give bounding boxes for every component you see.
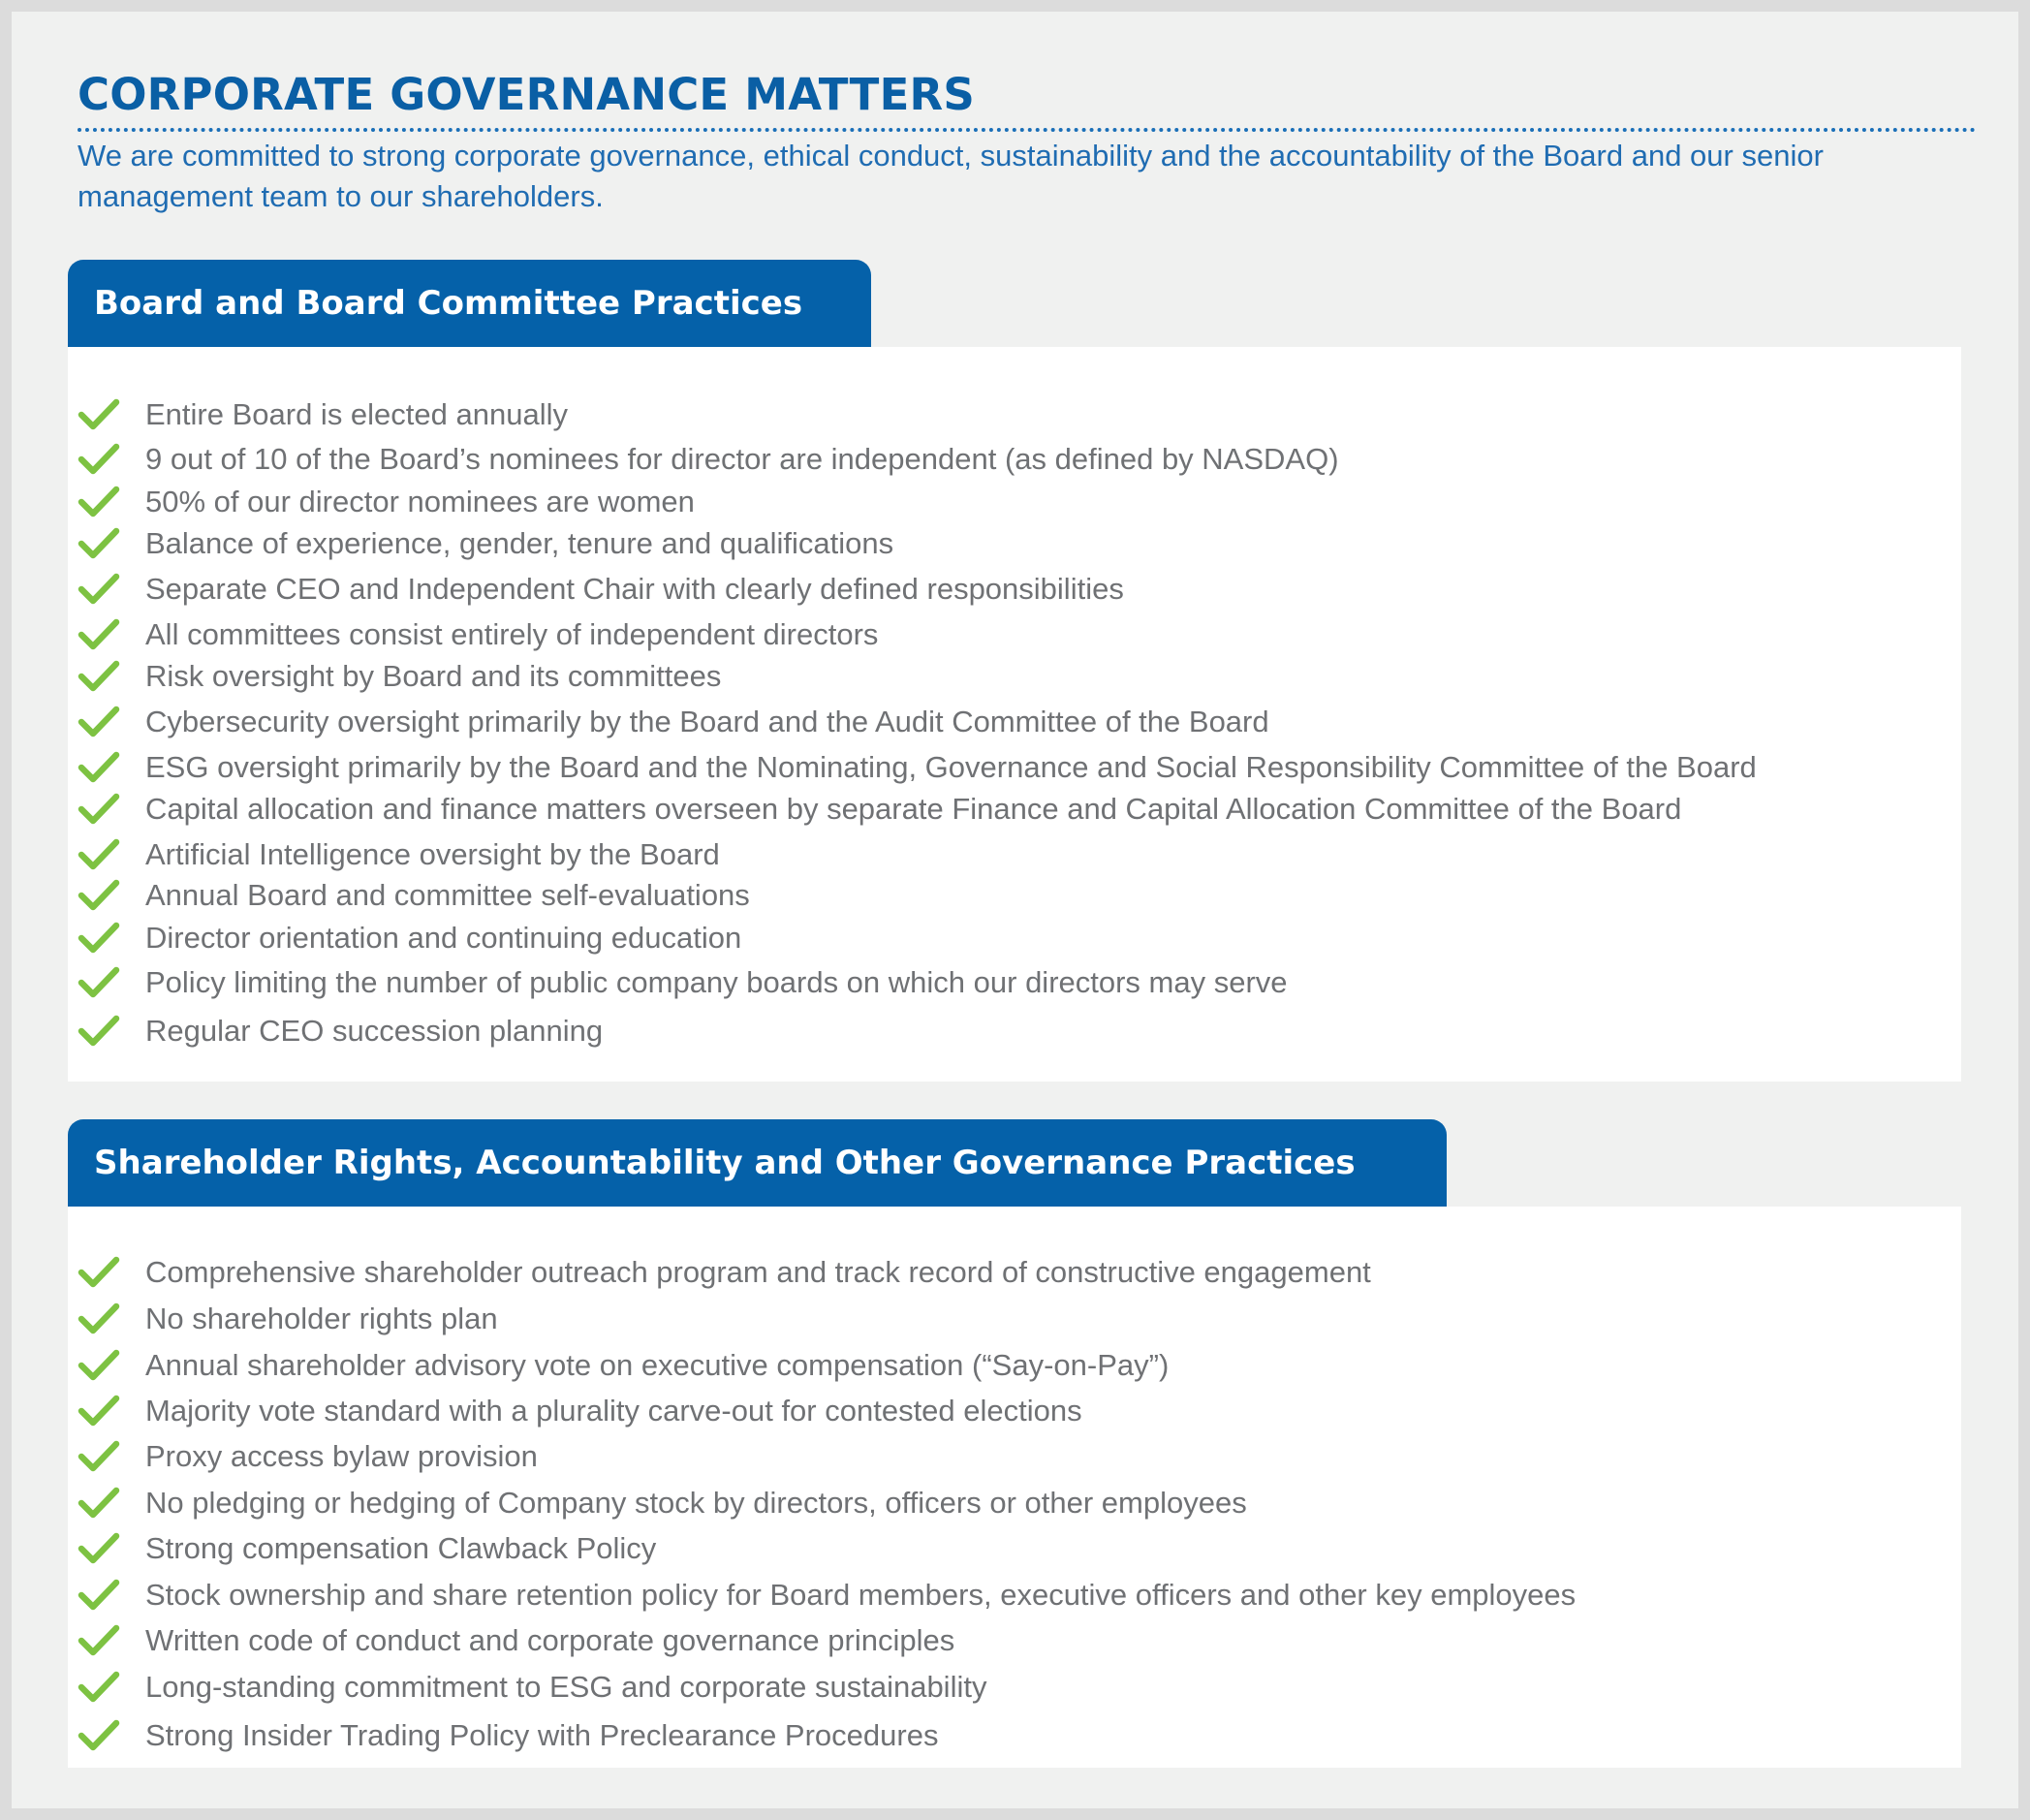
check-icon — [78, 659, 120, 694]
check-icon — [78, 878, 120, 913]
list-item-text: Risk oversight by Board and its committees — [145, 659, 722, 693]
check-icon — [78, 1302, 120, 1336]
list-item-text: Regular CEO succession planning — [145, 1014, 604, 1048]
list-item-text: All committees consist entirely of independent directors — [145, 617, 879, 651]
list-item-text: Comprehensive shareholder outreach program and track record of constructive engagement — [145, 1255, 1371, 1289]
list-item-text: Entire Board is elected annually — [145, 397, 568, 431]
check-icon — [78, 1486, 120, 1521]
check-icon — [78, 1394, 120, 1428]
list-item-text: Policy limiting the number of public company boards on which our directors may serve — [145, 965, 1288, 999]
check-icon — [78, 1718, 120, 1753]
list-item-text: ESG oversight primarily by the Board and the Nominating, Governance and Social Responsibility Committee of the Board — [145, 750, 1757, 784]
list-item-text: Strong Insider Trading Policy with Preclearance Procedures — [145, 1718, 939, 1752]
list-item-text: Cybersecurity oversight primarily by the Board and the Audit Committee of the Board — [145, 705, 1269, 738]
check-icon — [78, 1531, 120, 1566]
check-icon — [78, 750, 120, 785]
check-icon — [78, 1348, 120, 1383]
intro-text: We are committed to strong corporate governance, ethical conduct, sustainability and the accountability of the Board and our senior management team to our shareholders. — [78, 139, 1824, 213]
check-icon — [78, 921, 120, 956]
list-item-text: 9 out of 10 of the Board’s nominees for director are independent (as defined by NASDAQ) — [145, 442, 1339, 476]
list-item-text: Written code of conduct and corporate governance principles — [145, 1623, 955, 1657]
check-icon — [78, 837, 120, 872]
check-icon — [78, 792, 120, 827]
list-item-text: Director orientation and continuing education — [145, 921, 742, 955]
list-item-text: Capital allocation and finance matters overseen by separate Finance and Capital Allocation Committee of the Board — [145, 792, 1682, 826]
board-practices-list — [68, 347, 1961, 1082]
list-item-text: Proxy access bylaw provision — [145, 1439, 538, 1473]
check-icon — [78, 1578, 120, 1613]
list-item-text: Stock ownership and share retention policy for Board members, executive officers and other key employees — [145, 1578, 1577, 1612]
check-icon — [78, 1623, 120, 1658]
list-item-text: No pledging or hedging of Company stock by directors, officers or other employees — [145, 1486, 1247, 1520]
check-icon — [78, 1439, 120, 1474]
check-icon — [78, 485, 120, 519]
check-icon — [78, 965, 120, 1000]
check-icon — [78, 442, 120, 477]
check-icon — [78, 705, 120, 739]
board-practices-heading: Board and Board Committee Practices — [68, 260, 871, 347]
list-item-text: Annual shareholder advisory vote on executive compensation (“Say-on-Pay”) — [145, 1348, 1170, 1382]
check-icon — [78, 397, 120, 432]
dotted-divider — [78, 128, 1977, 132]
list-item-text: No shareholder rights plan — [145, 1302, 498, 1335]
list-item-text: Separate CEO and Independent Chair with clearly defined responsibilities — [145, 572, 1124, 606]
check-icon — [78, 1670, 120, 1705]
list-item-text: Long-standing commitment to ESG and corporate sustainability — [145, 1670, 987, 1704]
check-icon — [78, 617, 120, 652]
list-item-text: Strong compensation Clawback Policy — [145, 1531, 657, 1565]
list-item-text: Annual Board and committee self-evaluations — [145, 878, 750, 912]
shareholder-rights-heading: Shareholder Rights, Accountability and Other Governance Practices — [68, 1119, 1447, 1207]
check-icon — [78, 526, 120, 561]
governance-page — [12, 12, 2018, 1808]
list-item-text: 50% of our director nominees are women — [145, 485, 695, 518]
shareholder-rights-list — [68, 1207, 1961, 1768]
page-title: CORPORATE GOVERNANCE MATTERS — [78, 69, 975, 120]
list-item-text: Balance of experience, gender, tenure and qualifications — [145, 526, 894, 560]
check-icon — [78, 1255, 120, 1290]
check-icon — [78, 1014, 120, 1049]
list-item-text: Artificial Intelligence oversight by the Board — [145, 837, 720, 871]
check-icon — [78, 572, 120, 607]
list-item-text: Majority vote standard with a plurality carve-out for contested elections — [145, 1394, 1082, 1428]
